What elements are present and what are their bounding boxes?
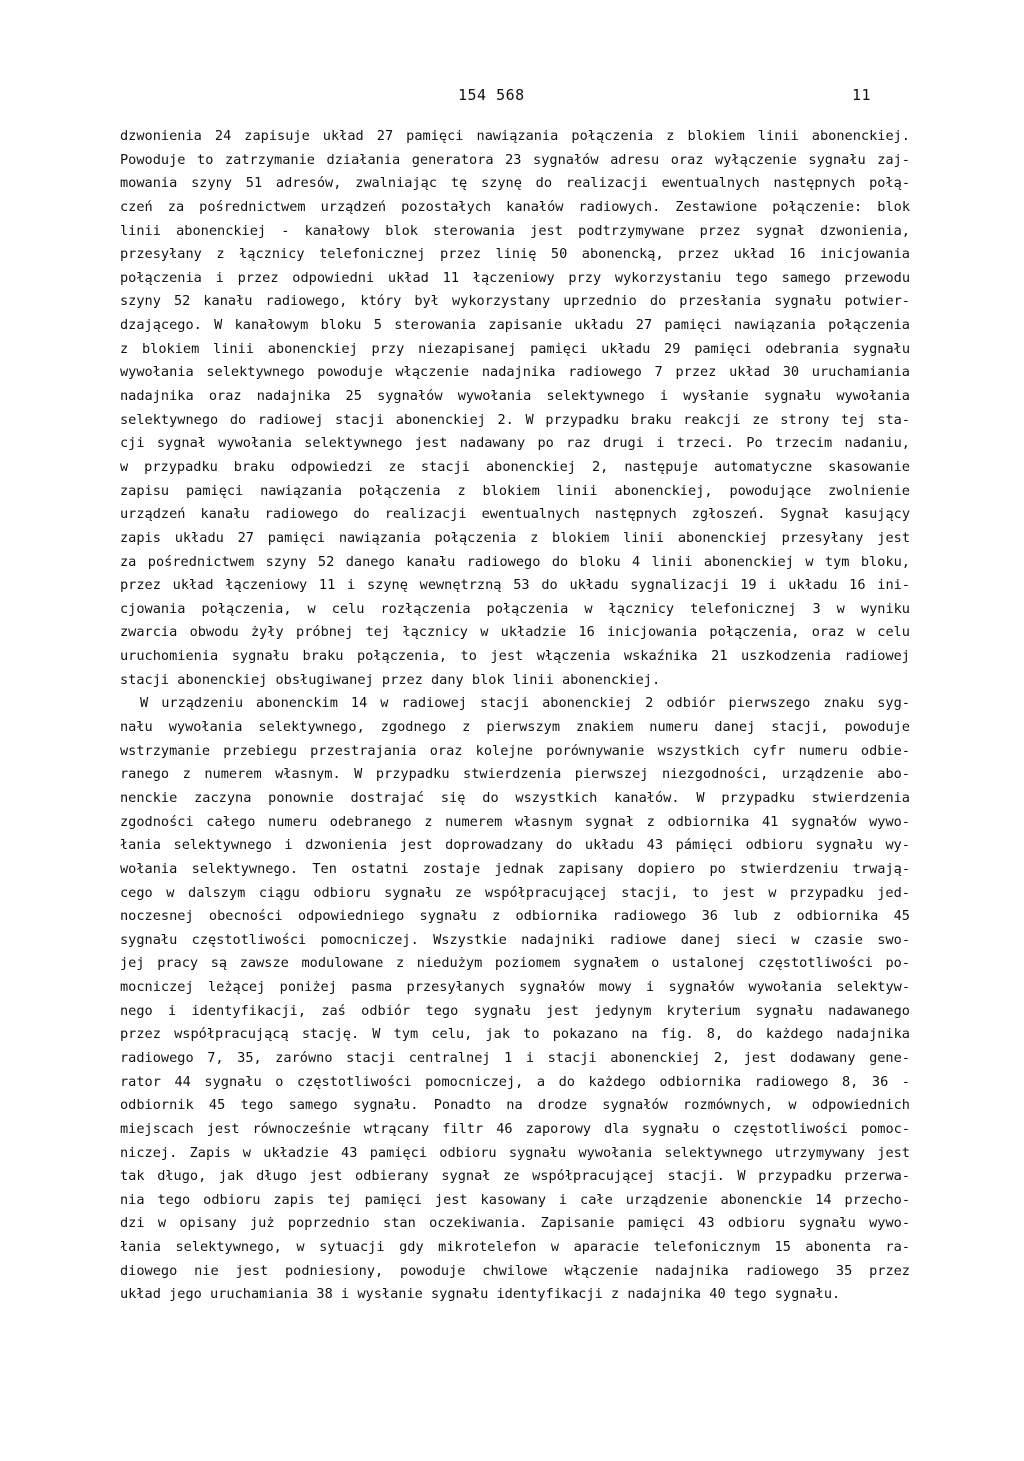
text-line: Powoduje to zatrzymanie działania generatora 23 sygnałów adresu oraz wyłączenie sygnału zaj-	[120, 151, 910, 168]
text-line: przesyłany z łącznicy telefonicznej przez linię 50 abonencką, przez układ 16 inicjowania	[120, 246, 910, 263]
text-line: cego w dalszym ciągu odbioru sygnału ze współpracującej stacji, to jest w przypadku jed-	[120, 884, 910, 901]
text-line: nenckie zaczyna ponownie dostrajać się do wszystkich kanałów. W przypadku stwierdzenia	[120, 789, 910, 806]
text-line: z blokiem linii abonenckiej przy niezapisanej pamięci układu 29 pamięci odebrania sygnału	[120, 340, 910, 357]
text-line: nadajnika oraz nadajnika 25 sygnałów wywołania selektywnego i wysłanie sygnału wywołania	[120, 388, 910, 405]
text-line: łania selektywnego i dzwonienia jest doprowadzany do układu 43 pámięci odbioru sygnału wy-	[120, 837, 910, 854]
text-line: urządzeń kanału radiowego do realizacji ewentualnych następnych zgłoszeń. Sygnał kasujący	[120, 506, 910, 523]
text-line: dzającego. W kanałowym bloku 5 sterowania zapisanie układu 27 pamięci nawiązania połączenia	[120, 317, 910, 334]
text-line: zapisu pamięci nawiązania połączenia z blokiem linii abonenckiej, powodujące zwolnienie	[120, 482, 910, 499]
text-line: dzwonienia 24 zapisuje układ 27 pamięci nawiązania połączenia z blokiem linii abonenckiej.	[120, 128, 910, 144]
text-line: szyny 52 kanału radiowego, który był wykorzystany uprzednio do przesłania sygnału potwier-	[120, 293, 910, 310]
text-line: ranego z numerem własnym. W przypadku stwierdzenia pierwszej niezgodności, urządzenie abo-	[120, 766, 910, 783]
page-number: 11	[852, 86, 872, 104]
text-line: odbiornik 45 tego samego sygnału. Ponadto na drodze sygnałów rozmównych, w odpowiednich	[120, 1097, 910, 1114]
text-line: jej pracy są zawsze modulowane z niedużym poziomem sygnałem o ustalonej częstotliwości po-	[120, 955, 910, 972]
paragraph-start-line: W urządzeniu abonenckim 14 w radiowej stacji abonenckiej 2 odbiór pierwszego znaku syg-	[140, 695, 910, 712]
text-line: połączenia i przez odpowiedni układ 11 łączeniowy przy wykorzystaniu tego samego przewodu	[120, 269, 910, 286]
text-line: wstrzymanie przebiegu przestrajania oraz kolejne porównywanie wszystkich cyfr numeru odbie-	[120, 742, 910, 759]
text-line: cjowania połączenia, w celu rozłączenia połączenia w łącznicy telefonicznej 3 w wyniku	[120, 600, 910, 617]
text-line: wołania selektywnego. Ten ostatni zostaje jednak zapisany dopiero po stwierdzeniu trwają-	[120, 860, 910, 877]
text-line: przez współpracującą stację. W tym celu, jak to pokazano na fig. 8, do każdego nadajnika	[120, 1026, 910, 1043]
text-line: w przypadku braku odpowiedzi ze stacji abonenckiej 2, następuje automatyczne skasowanie	[120, 458, 910, 475]
text-line: łania selektywnego, w sytuacji gdy mikrotelefon w aparacie telefonicznym 15 abonenta ra-	[120, 1239, 910, 1256]
text-line: dzi w opisany już poprzednio stan oczekiwania. Zapisanie pamięci 43 odbioru sygnału wywo-	[120, 1215, 910, 1232]
text-line: linii abonenckiej - kanałowy blok sterowania jest podtrzymywane przez sygnał dzwonienia,	[120, 222, 910, 239]
text-line: zapis układu 27 pamięci nawiązania połączenia z blokiem linii abonenckiej przesyłany jest	[120, 529, 910, 546]
text-line: mocniczej leżącej poniżej pasma przesyłanych sygnałów mowy i sygnałów wywołania selektyw-	[120, 979, 910, 996]
text-line: nia tego odbioru zapis tej pamięci jest kasowany i całe urządzenie abonenckie 14 przecho-	[120, 1191, 910, 1208]
text-line: cji sygnał wywołania selektywnego jest nadawany po raz drugi i trzeci. Po trzecim nadaniu,	[120, 435, 910, 452]
text-line: uruchomienia sygnału braku połączenia, to jest włączenia wskaźnika 21 uszkodzenia radiowej	[120, 648, 910, 665]
text-line: radiowego 7, 35, zarówno stacji centralnej 1 i stacji abonenckiej 2, jest dodawany gene-	[120, 1049, 910, 1066]
paragraph-end-line: układ jego uruchamiania 38 i wysłanie sygnału identyfikacji z nadajnika 40 tego sygnału.	[120, 1286, 841, 1303]
patent-number: 154 568	[458, 86, 525, 104]
paragraph-end-line: stacji abonenckiej obsługiwanej przez dany blok linii abonenckiej.	[120, 671, 661, 688]
text-line: za pośrednictwem szyny 52 danego kanału radiowego do bloku 4 linii abonenckiej w tym bloku,	[120, 553, 910, 570]
text-line: wywołania selektywnego powoduje włączenie nadajnika radiowego 7 przez układ 30 uruchamiania	[120, 364, 910, 381]
text-line: sygnału częstotliwości pomocniczej. Wszystkie nadajniki radiowe danej sieci w czasie swo-	[120, 931, 910, 948]
text-line: zwarcia obwodu żyły próbnej tej łącznicy w układzie 16 inicjowania połączenia, oraz w celu	[120, 624, 910, 641]
text-line: niczej. Zapis w układzie 43 pamięci odbioru sygnału wywołania selektywnego utrzymywany jest	[120, 1144, 910, 1161]
text-line: przez układ łączeniowy 11 i szynę wewnętrzną 53 do układu sygnalizacji 19 i układu 16 ini-	[120, 577, 910, 594]
text-line: noczesnej obecności odpowiedniego sygnału z odbiornika radiowego 36 lub z odbiornika 45	[120, 908, 910, 925]
text-line: tak długo, jak długo jest odbierany sygnał ze współpracującej stacji. W przypadku przerwa-	[120, 1168, 910, 1185]
text-line: czeń za pośrednictwem urządzeń pozostałych kanałów radiowych. Zestawione połączenie: blok	[120, 198, 910, 215]
text-line: nego i identyfikacji, zaś odbiór tego sygnału jest jedynym kryterium sygnału nadawanego	[120, 1002, 910, 1019]
text-line: selektywnego do radiowej stacji abonenckiej 2. W przypadku braku reakcji ze strony tej sta-	[120, 411, 910, 428]
text-line: zgodności całego numeru odebranego z numerem własnym sygnał z odbiornika 41 sygnałów wywo-	[120, 813, 910, 830]
text-line: rator 44 sygnału o częstotliwości pomocniczej, a do każdego odbiornika radiowego 8, 36 -	[120, 1073, 910, 1090]
text-line: mowania szyny 51 adresów, zwalniając tę szynę do realizacji ewentualnych następnych połą-	[120, 175, 910, 192]
text-line: nału wywołania selektywnego, zgodnego z pierwszym znakiem numeru danej stacji, powoduje	[120, 719, 910, 736]
document-body	[120, 125, 910, 1307]
text-line: miejscach jest równocześnie wtrącany filtr 46 zaporowy dla sygnału o częstotliwości pomoc-	[120, 1120, 910, 1137]
text-line: diowego nie jest podniesiony, powoduje chwilowe włączenie nadajnika radiowego 35 przez	[120, 1262, 910, 1279]
